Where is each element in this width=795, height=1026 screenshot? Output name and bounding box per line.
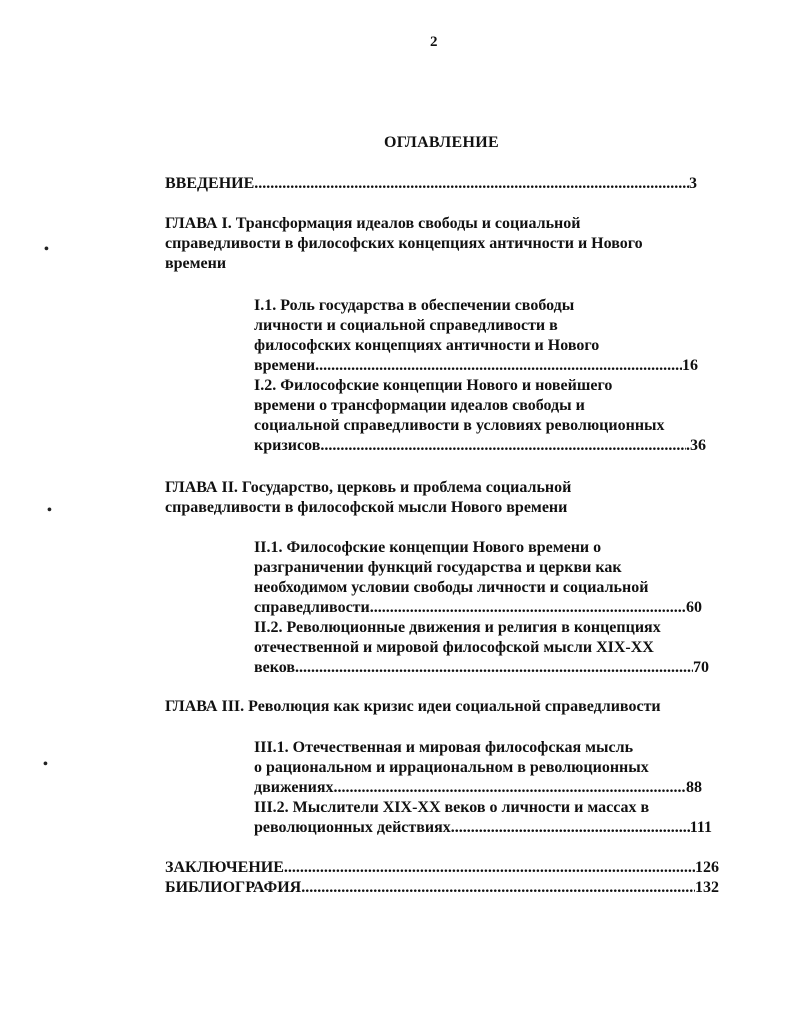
margin-mark: •	[47, 503, 52, 518]
chapter-heading-line: времени	[165, 255, 227, 272]
toc-entry-page: 88	[686, 779, 702, 796]
chapter-heading-line: ГЛАВА III. Революция как кризис идеи социальной справедливости	[165, 698, 661, 715]
toc-entry-page: 3	[689, 175, 697, 192]
section-line: III.2. Мыслители XIX-XX веков о личности и массах в	[254, 799, 650, 816]
chapter-heading-line: справедливости в философских концепциях античности и Нового	[165, 235, 643, 252]
dot-leader	[295, 658, 693, 678]
section-title-end: справедливости	[254, 599, 370, 616]
section-line: необходимом условии свободы личности и социальной	[254, 579, 649, 596]
section-title-end: веков	[254, 659, 295, 676]
section-title-end: времени	[254, 357, 316, 374]
dot-leader	[370, 598, 686, 618]
toc-entry-page: .36	[686, 437, 706, 454]
toc-entry-title: ВВЕДЕНИЕ	[165, 175, 255, 192]
section-line: социальной справедливости в условиях революционных	[254, 417, 665, 434]
toc-entry-intro[interactable]	[165, 174, 697, 194]
toc-entry-bibliography[interactable]	[165, 878, 719, 898]
section-last-line	[254, 598, 702, 618]
section-line: III.1. Отечественная и мировая философская мысль	[254, 739, 634, 756]
section-title-end: движениях	[254, 779, 334, 796]
toc-entry-page: 70	[693, 659, 709, 676]
dot-leader	[254, 174, 689, 194]
toc-entry-title: ЗАКЛЮЧЕНИЕ	[165, 859, 284, 876]
chapter-heading-line: ГЛАВА II. Государство, церковь и проблема социальной	[165, 479, 572, 496]
dot-leader	[315, 356, 682, 376]
page-number: 2	[430, 34, 438, 50]
section-line: II.1. Философские концепции Нового времени о	[254, 539, 602, 556]
toc-title: ОГЛАВЛЕНИЕ	[384, 134, 499, 151]
section-title-end: революционных действиях	[254, 819, 451, 836]
section-line: I.2. Философские концепции Нового и новейшего	[254, 377, 613, 394]
dot-leader	[320, 436, 686, 456]
dot-leader	[334, 778, 686, 798]
dot-leader	[284, 858, 695, 878]
section-last-line	[254, 658, 709, 678]
toc-entry-title: БИБЛИОГРАФИЯ	[165, 879, 302, 896]
section-line: разграничении функций государства и церкви как	[254, 559, 622, 576]
toc-entry-page: 126	[695, 859, 719, 876]
chapter-heading-line: справедливости в философской мысли Нового времени	[165, 499, 568, 516]
margin-mark: •	[44, 242, 49, 257]
section-line: философских концепциях античности и Нового	[254, 337, 600, 354]
section-last-line	[254, 356, 698, 376]
dot-leader	[301, 878, 695, 898]
toc-entry-conclusion[interactable]	[165, 858, 719, 878]
section-line: личности и социальной справедливости в	[254, 317, 558, 334]
section-line: I.1. Роль государства в обеспечении свободы	[254, 297, 575, 314]
section-last-line	[254, 436, 706, 456]
toc-entry-page: 16	[682, 357, 698, 374]
toc-entry-page: 111	[689, 819, 712, 836]
section-line: отечественной и мировой философской мысли XIX-XX	[254, 639, 654, 656]
section-line: II.2. Революционные движения и религия в концепциях	[254, 619, 661, 636]
margin-mark: •	[43, 757, 48, 772]
section-last-line	[254, 818, 712, 838]
section-line: времени о трансформации идеалов свободы и	[254, 397, 585, 414]
toc-entry-page: 132	[695, 879, 719, 896]
toc-entry-page: 60	[686, 599, 702, 616]
section-line: о рациональном и иррациональном в революционных	[254, 759, 649, 776]
section-last-line	[254, 778, 702, 798]
dot-leader	[451, 818, 690, 838]
section-title-end: кризисов	[254, 437, 321, 454]
chapter-heading-line: ГЛАВА I. Трансформация идеалов свободы и социальной	[165, 215, 581, 232]
